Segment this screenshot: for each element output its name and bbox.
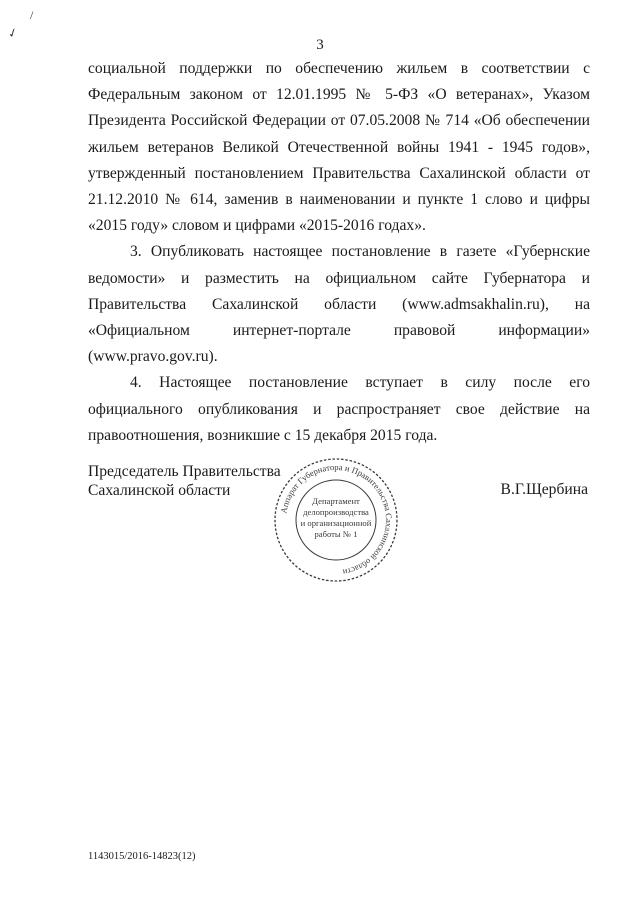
paragraph-item-3: 3. Опубликовать настоящее постановление в газете «Губернские ведомости» и разместить на официальном сайте Губернатора и Правительства Сахалинской области (www.admsakhalin.ru), на «Официальном интернет-портале правовой информации» (www.pravo.gov.ru). — [88, 243, 590, 366]
signer-title-line-2: Сахалинской области — [88, 481, 231, 499]
stamp-outer-text: Аппарат Губернатора и Правительства Сахалинской области — [278, 461, 395, 578]
paragraph-item-4: 4. Настоящее постановление вступает в силу после его официального опубликования и распространяет свое действие на правоотношения, возникшие с 15 декабря 2015 года. — [88, 374, 590, 444]
signer-title-line-1: Председатель Правительства — [88, 463, 281, 480]
page-number: 3 — [316, 37, 324, 53]
signer-title — [88, 463, 281, 500]
official-stamp — [272, 456, 400, 584]
stamp-inner-line-1: Департамент — [312, 496, 360, 506]
document-body — [88, 56, 590, 449]
margin-mark: / — [30, 8, 34, 22]
stamp-inner-line-2: делопроизводства — [303, 507, 369, 517]
stamp-inner-line-3: и организационной — [300, 518, 372, 528]
signer-name: В.Г.Щербина — [500, 481, 588, 498]
paragraph-continuation: социальной поддержки по обеспечению жильем в соответствии с Федеральным законом от 12.01.1995 № 5-ФЗ «О ветеранах», Указом Президента Российской Федерации от 07.05.2008 № 714 «Об обеспечении жильем ветеранов Великой Отечественной войны 1941 - 1945 годов», утвержденный постановлением Правительства Сахалинской области от 21.12.2010 № 614, заменив в наименовании и пункте 1 слово и цифры «2015 году» словом и цифрами «2015-2016 годах». — [88, 60, 590, 235]
document-code: 1143015/2016-14823(12) — [88, 851, 196, 862]
stamp-seal-icon — [272, 456, 400, 584]
stamp-inner-line-4: работы № 1 — [314, 529, 358, 539]
check-mark: ✓ — [5, 24, 20, 42]
